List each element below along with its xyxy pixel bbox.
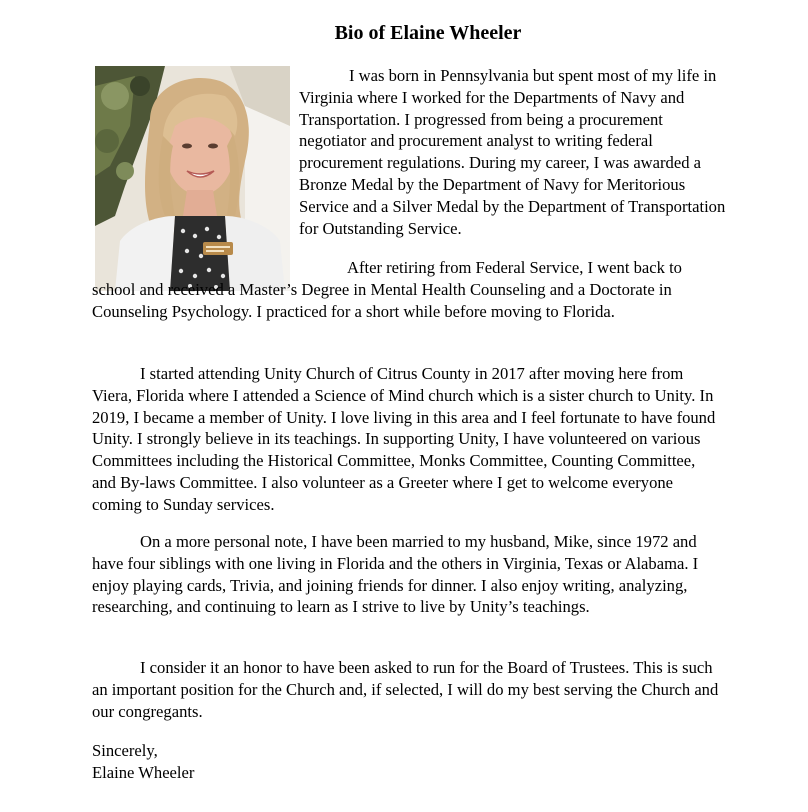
closing-block xyxy=(92,740,194,784)
bio-paragraph-education: After retiring from Federal Service, I went back to school and received a Master’s Degree in Mental Health Counseling and a Doctorate in Counseling Psychology. I practiced for a short while before moving to Florida. xyxy=(92,258,682,321)
page-title: Bio of Elaine Wheeler xyxy=(334,22,522,44)
bio-paragraph-personal: On a more personal note, I have been married to my husband, Mike, since 1972 and have four siblings with one living in Florida and the others in Virginia, Texas or Alabama. I enjoy playing cards, Trivia, and joining friends for dinner. I also enjoy writing, analyzing, researching, and continuing to learn as I strive to live by Unity’s teachings. xyxy=(92,532,699,617)
closing-salutation: Sincerely, xyxy=(92,741,158,760)
signature-name: Elaine Wheeler xyxy=(92,762,195,782)
bio-paragraph-career: I was born in Pennsylvania but spent most of my life in Virginia where I worked for the Departments of Navy and Transportation. I progressed from being a procurement negotiator and procurement analyst to writing federal procurement regulations. During my career, I was awarded a Bronze Medal by the Department of Navy for Meritorious Service and a Silver Medal by the Department of Transportation for Outstanding Service. xyxy=(299,66,726,238)
bio-paragraph-unity: I started attending Unity Church of Citrus County in 2017 after moving here from Viera, Florida where I attended a Science of Mind church which is a sister church to Unity. In 2019, I became a member of Unity. I love living in this area and I feel fortunate to have found Unity. I strongly believe in its teachings. In supporting Unity, I have volunteered on various Committees including the Historical Committee, Monks Committee, Counting Committee, and By-laws Committee. I also volunteer as a Greeter where I get to welcome everyone coming to Sunday services. xyxy=(92,364,716,514)
bio-paragraph-board: I consider it an honor to have been asked to run for the Board of Trustees. This is such an important position for the Church and, if selected, I will do my best serving the Church and our congregants. xyxy=(92,658,719,721)
